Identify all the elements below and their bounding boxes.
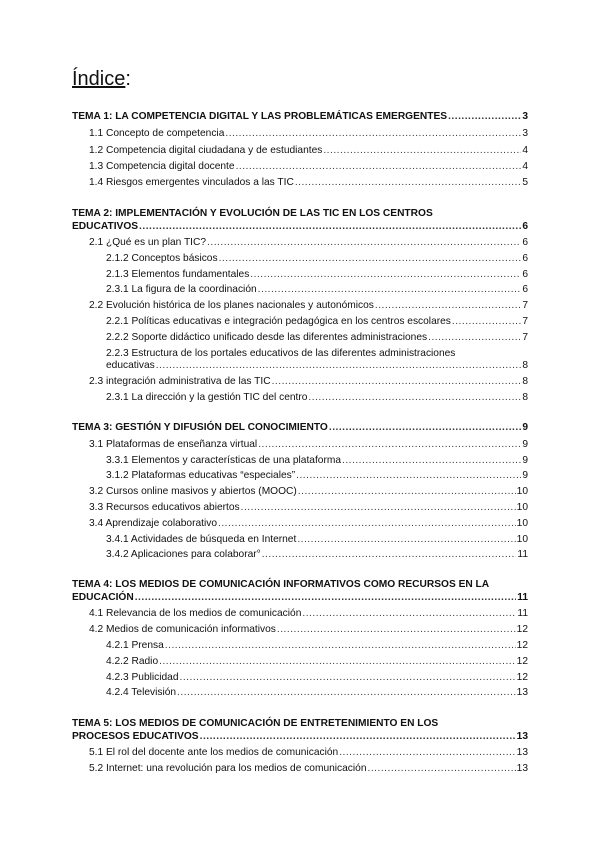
toc-entry-3-4-1[interactable]: 3.4.1 Actividades de búsqueda en Internet ..... 10	[106, 533, 528, 546]
toc-entry-2-3-1a[interactable]: 2.3.1 La figura de la coordinación ..... 6	[106, 283, 528, 296]
toc-entry-2-1[interactable]: 2.1 ¿Qué es un plan TIC? ..... 6	[89, 236, 528, 249]
toc-entry-2-2-3-line1[interactable]: 2.2.3 Estructura de los portales educativos de las diferentes administraciones	[106, 348, 456, 359]
title-suffix: :	[125, 68, 131, 90]
title-main: Índice	[72, 68, 126, 90]
toc-entry-4-2-4[interactable]: 4.2.4 Televisión ..... 13	[106, 686, 528, 699]
toc-entry-2-2-1[interactable]: 2.2.1 Políticas educativas e integración pedagógica en los centros escolares ..... 7	[106, 315, 528, 328]
toc-entry-tema-2[interactable]: EDUCATIVOS ..... 6	[72, 220, 528, 233]
toc-entry-3-3-1[interactable]: 3.3.1 Elementos y características de una plataforma ..... 9	[106, 454, 528, 467]
toc-entry-2-1-2[interactable]: 2.1.2 Conceptos básicos ..... 6	[106, 252, 528, 265]
toc-entry-tema-4[interactable]: EDUCACIÓN ..... 11	[72, 591, 528, 604]
toc-entry-tema-1[interactable]: TEMA 1: LA COMPETENCIA DIGITAL Y LAS PROBLEMÁTICAS EMERGENTES ..... 3	[72, 110, 528, 123]
toc-entry-3-4[interactable]: 3.4 Aprendizaje colaborativo ..... 10	[89, 517, 528, 530]
page-title	[72, 68, 131, 91]
toc-entry-3-3[interactable]: 3.3 Recursos educativos abiertos ..... 10	[89, 501, 528, 514]
toc-entry-tema-2-line1[interactable]: TEMA 2: IMPLEMENTACIÓN Y EVOLUCIÓN DE LAS TIC EN LOS CENTROS	[72, 208, 433, 219]
toc-entry-1-1[interactable]: 1.1 Concepto de competencia ..... 3	[89, 127, 528, 140]
toc-entry-5-1[interactable]: 5.1 El rol del docente ante los medios de comunicación ..... 13	[89, 746, 528, 759]
toc-entry-4-1[interactable]: 4.1 Relevancia de los medios de comunicación ..... 11	[89, 607, 528, 620]
toc-entry-tema-5-line1[interactable]: TEMA 5: LOS MEDIOS DE COMUNICACIÓN DE ENTRETENIMIENTO EN LOS	[72, 718, 439, 729]
toc-entry-tema-5[interactable]: PROCESOS EDUCATIVOS ..... 13	[72, 730, 528, 743]
toc-entry-2-3[interactable]: 2.3 integración administrativa de las TIC ..... 8	[89, 375, 528, 388]
toc-entry-4-2-2[interactable]: 4.2.2 Radio ..... 12	[106, 655, 528, 668]
toc-entry-2-2[interactable]: 2.2 Evolución histórica de los planes nacionales y autonómicos ..... 7	[89, 299, 528, 312]
toc-entry-2-1-3[interactable]: 2.1.3 Elementos fundamentales ..... 6	[106, 268, 528, 281]
toc-entry-3-4-2[interactable]: 3.4.2 Aplicaciones para colaborar° ..... 11	[106, 548, 528, 561]
toc-entry-5-2[interactable]: 5.2 Internet: una revolución para los medios de comunicación ..... 13	[89, 762, 528, 775]
toc-entry-tema-3[interactable]: TEMA 3: GESTIÓN Y DIFUSIÓN DEL CONOCIMIENTO ..... 9	[72, 421, 528, 434]
toc-entry-2-2-3[interactable]: educativas ..... 8	[106, 359, 528, 372]
toc-entry-1-4[interactable]: 1.4 Riesgos emergentes vinculados a las TIC ..... 5	[89, 176, 528, 189]
toc-entry-2-2-2[interactable]: 2.2.2 Soporte didáctico unificado desde las diferentes administraciones ..... 7	[106, 331, 528, 344]
toc-entry-tema-4-line1[interactable]: TEMA 4: LOS MEDIOS DE COMUNICACIÓN INFORMATIVOS COMO RECURSOS EN LA	[72, 579, 490, 590]
toc-entry-4-2-3[interactable]: 4.2.3 Publicidad ..... 12	[106, 671, 528, 684]
toc-entry-1-2[interactable]: 1.2 Competencia digital ciudadana y de estudiantes ..... 4	[89, 144, 528, 157]
toc-entry-2-3-1b[interactable]: 2.3.1 La dirección y la gestión TIC del centro ..... 8	[106, 391, 528, 404]
toc-entry-3-1[interactable]: 3.1 Plataformas de enseñanza virtual ..... 9	[89, 438, 528, 451]
toc-entry-4-2-1[interactable]: 4.2.1 Prensa ..... 12	[106, 639, 528, 652]
toc-entry-3-2[interactable]: 3.2 Cursos online masivos y abiertos (MOOC) ..... 10	[89, 485, 528, 498]
toc-entry-4-2[interactable]: 4.2 Medios de comunicación informativos ..... 12	[89, 623, 528, 636]
toc-entry-1-3[interactable]: 1.3 Competencia digital docente ..... 4	[89, 160, 528, 173]
toc-entry-3-1-2[interactable]: 3.1.2 Plataformas educativas “especiales” ..... 9	[106, 469, 528, 482]
